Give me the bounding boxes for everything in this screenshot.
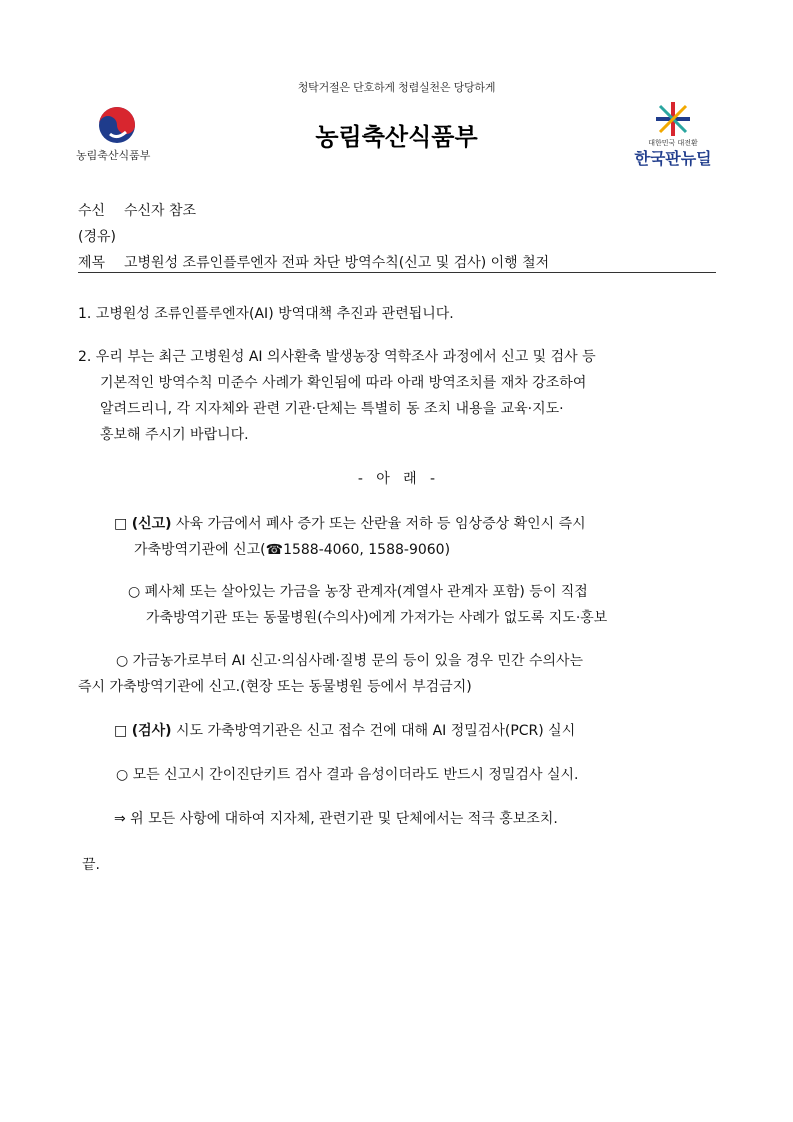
report-line: 가축방역기관에 신고(☎1588-4060, 1588-9060)	[134, 542, 451, 558]
test-label: (검사)	[131, 723, 172, 739]
subject-row	[78, 252, 549, 272]
test-sub-1: ○ 모든 신고시 간이진단키트 검사 결과 음성이더라도 반드시 정밀검사 실시.	[116, 767, 579, 783]
korean-new-deal-logo	[628, 100, 718, 172]
ministry-logo-caption: 농림축산식품부	[76, 149, 151, 162]
item-2-line: 알려드리니, 각 지자체와 관련 기관·단체는 특별히 동 조치 내용을 교육·지도·	[100, 401, 564, 417]
recipient-row	[78, 200, 196, 220]
item-1: 1. 고병원성 조류인플루엔자(AI) 방역대책 추진과 관련됩니다.	[78, 306, 454, 322]
test-line: 시도 가축방역기관은 신고 접수 건에 대해 AI 정밀검사(PCR) 실시	[171, 723, 576, 739]
end-mark: 끝.	[82, 857, 100, 873]
item-2	[78, 344, 596, 448]
arrow-note: ⇒ 위 모든 사항에 대하여 지자체, 관련기관 및 단체에서는 적극 홍보조치.	[114, 811, 558, 827]
checkbox-icon: □	[114, 516, 128, 532]
header-divider	[78, 272, 716, 273]
item-2-line: 기본적인 방역수칙 미준수 사례가 확인됨에 따라 아래 방역조치를 재차 강조하여	[100, 375, 587, 391]
item-2-line: 홍보해 주시기 바랍니다.	[100, 427, 249, 443]
slogan: 청탁거절은 단호하게 청렴실천은 당당하게	[297, 81, 496, 94]
report-section	[114, 511, 586, 563]
test-section	[114, 718, 575, 744]
report-sub-line: ○ 가금농가로부터 AI 신고·의심사례·질병 문의 등이 있을 경우 민간 수의사는	[116, 653, 584, 669]
via-label: (경유)	[78, 229, 116, 245]
report-sub-1	[128, 579, 607, 631]
report-sub-line: 가축방역기관 또는 동물병원(수의사)에게 가져가는 사례가 없도록 지도·홍보	[146, 610, 608, 626]
via-row	[78, 226, 116, 246]
report-sub-line: ○ 폐사체 또는 살아있는 가금을 농장 관계자(계열사 관계자 포함) 등이 직접	[128, 584, 588, 600]
new-deal-title: 한국판뉴딜	[634, 149, 712, 168]
report-label: (신고)	[131, 516, 172, 532]
report-sub-2	[78, 648, 583, 700]
item-2-line: 2. 우리 부는 최근 고병원성 AI 의사환축 발생농장 역학조사 과정에서 신고 및 검사 등	[78, 349, 596, 365]
new-deal-star-icon	[654, 100, 692, 138]
recipient-value: 수신자 참조	[124, 203, 197, 219]
report-line: 사육 가금에서 폐사 증가 또는 산란율 저하 등 임상증상 확인시 즉시	[171, 516, 586, 532]
checkbox-icon: □	[114, 723, 128, 739]
recipient-label: 수신	[78, 203, 106, 219]
below-title: - 아 래 -	[357, 471, 436, 487]
subject-label: 제목	[78, 255, 106, 271]
new-deal-subtitle: 대한민국 대전환	[648, 139, 698, 147]
ministry-name: 농림축산식품부	[315, 123, 478, 151]
subject-value: 고병원성 조류인플루엔자 전파 차단 방역수칙(신고 및 검사) 이행 철저	[124, 255, 550, 271]
report-sub-line: 즉시 가축방역기관에 신고.(현장 또는 동물병원 등에서 부검금지)	[78, 679, 472, 695]
